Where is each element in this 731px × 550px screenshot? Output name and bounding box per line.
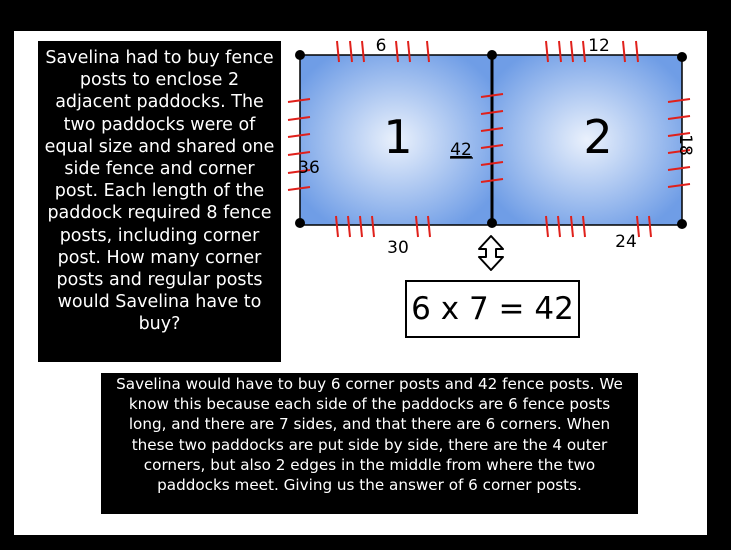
- count-bottom-right: 24: [615, 232, 637, 252]
- count-top-left: 6: [375, 36, 387, 56]
- answer-text: Savelina would have to buy 6 corner posts and 42 fence posts. We know this because each side of the paddocks are 6 fence posts long, and there are 7 sides, and that there are 6 corners. When these two paddocks are put side by side, there are the 4 outer corners, but also 2 edges in the middle from where the two paddocks meet. Giving us the answer of 6 corner posts.: [101, 373, 638, 514]
- paddock-1-label: 1: [383, 110, 413, 164]
- question-text: Savelina had to buy fence posts to enclose 2 adjacent paddocks. The two paddocks were of equal size and shared one side fence and corner post. Each length of the paddock required 8 fence posts, including corner post. How many corner posts and regular posts would Savelina have to buy?: [38, 41, 281, 362]
- count-bottom-left: 30: [387, 238, 409, 258]
- count-right: 18: [675, 134, 695, 156]
- count-middle: 42: [450, 140, 472, 160]
- paddock-2-label: 2: [583, 110, 613, 164]
- equation-box: 6 x 7 = 42: [405, 280, 580, 338]
- count-left: 36: [298, 158, 320, 178]
- count-top-right: 12: [588, 36, 610, 56]
- double-arrow-icon: [479, 236, 503, 270]
